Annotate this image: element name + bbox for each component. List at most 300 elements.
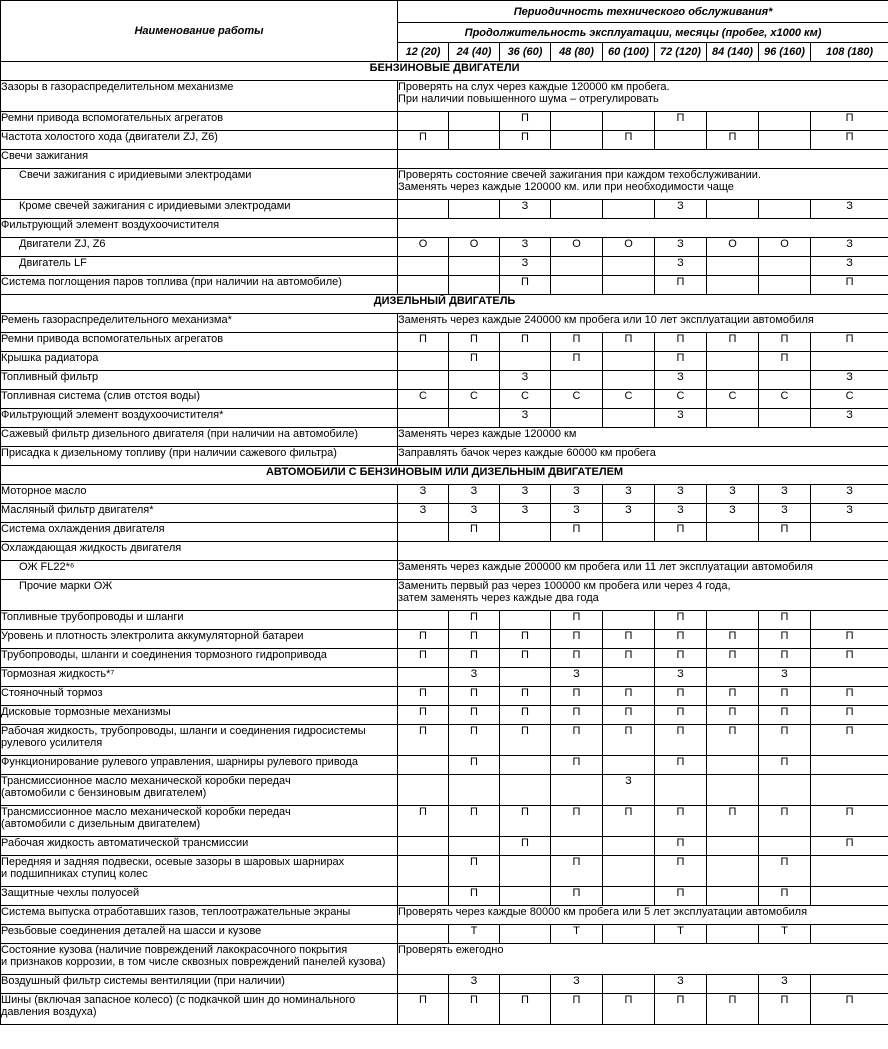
schedule-cell: П (500, 687, 551, 706)
table-row (1, 112, 888, 131)
schedule-cell (398, 887, 449, 906)
schedule-cell: П (655, 649, 707, 668)
empty-cell (398, 219, 888, 238)
schedule-cell: З (500, 485, 551, 504)
schedule-cell (449, 257, 500, 276)
table-row (1, 994, 888, 1025)
schedule-cell: З (655, 504, 707, 523)
schedule-cell (707, 756, 759, 775)
schedule-cell (707, 611, 759, 630)
schedule-cell: З (500, 257, 551, 276)
schedule-cell: З (707, 485, 759, 504)
schedule-note: Заменить первый раз через 100000 км пробега или через 4 года, затем заменять через каждые два года (398, 580, 888, 611)
schedule-cell (449, 837, 500, 856)
schedule-cell: Т (449, 925, 500, 944)
schedule-cell (551, 409, 603, 428)
schedule-cell: П (551, 611, 603, 630)
schedule-cell (603, 887, 655, 906)
interval-header: 72 (120) (655, 43, 707, 62)
table-row (1, 333, 888, 352)
schedule-cell: С (551, 390, 603, 409)
section-row (1, 295, 888, 314)
schedule-cell (811, 668, 888, 687)
table-row (1, 200, 888, 219)
schedule-cell (449, 409, 500, 428)
schedule-cell: З (655, 485, 707, 504)
schedule-cell (811, 756, 888, 775)
table-row (1, 706, 888, 725)
work-name: Ремень газораспределительного механизма* (1, 314, 398, 333)
schedule-cell: П (655, 276, 707, 295)
schedule-cell: П (551, 756, 603, 775)
work-name: Моторное масло (1, 485, 398, 504)
section-title: ДИЗЕЛЬНЫЙ ДВИГАТЕЛЬ (1, 295, 888, 314)
schedule-cell (449, 131, 500, 150)
work-name: Система поглощения паров топлива (при наличии на автомобиле) (1, 276, 398, 295)
schedule-cell (398, 611, 449, 630)
schedule-cell: П (759, 725, 811, 756)
schedule-cell: П (655, 806, 707, 837)
schedule-cell: О (759, 238, 811, 257)
schedule-cell (707, 975, 759, 994)
schedule-cell (759, 276, 811, 295)
schedule-cell: З (655, 371, 707, 390)
work-name: Фильтрующий элемент воздухоочистителя (1, 219, 398, 238)
schedule-cell: З (500, 200, 551, 219)
schedule-cell: С (811, 390, 888, 409)
schedule-cell: П (500, 994, 551, 1025)
schedule-cell: П (603, 706, 655, 725)
schedule-cell: З (655, 200, 707, 219)
work-name: Рабочая жидкость, трубопроводы, шланги и соединения гидросистемы рулевого усилителя (1, 725, 398, 756)
schedule-cell (500, 856, 551, 887)
schedule-cell: П (707, 806, 759, 837)
schedule-cell: П (449, 856, 500, 887)
table-row (1, 276, 888, 295)
schedule-cell: П (449, 706, 500, 725)
schedule-cell: П (551, 725, 603, 756)
schedule-cell: П (551, 806, 603, 837)
schedule-cell (603, 352, 655, 371)
schedule-cell (551, 257, 603, 276)
table-row (1, 806, 888, 837)
schedule-cell: П (500, 837, 551, 856)
schedule-cell: Т (655, 925, 707, 944)
schedule-cell: З (811, 485, 888, 504)
schedule-cell (398, 200, 449, 219)
schedule-cell (707, 112, 759, 131)
schedule-cell: П (811, 131, 888, 150)
section-title: АВТОМОБИЛИ С БЕНЗИНОВЫМ ИЛИ ДИЗЕЛЬНЫМ ДВИГАТЕЛЕМ (1, 466, 888, 485)
table-row (1, 523, 888, 542)
schedule-cell: З (811, 200, 888, 219)
schedule-cell (551, 276, 603, 295)
work-name: Свечи зажигания с иридиевыми электродами (1, 169, 398, 200)
schedule-cell: Т (551, 925, 603, 944)
schedule-cell: З (449, 975, 500, 994)
schedule-note: Заменять через каждые 240000 км пробега или 10 лет эксплуатации автомобиля (398, 314, 888, 333)
schedule-cell: О (551, 238, 603, 257)
interval-header: 12 (20) (398, 43, 449, 62)
schedule-cell (398, 756, 449, 775)
schedule-cell (551, 837, 603, 856)
schedule-cell: П (811, 837, 888, 856)
schedule-cell (707, 409, 759, 428)
schedule-cell (398, 112, 449, 131)
work-name-header: Наименование работы (1, 1, 398, 62)
table-row (1, 687, 888, 706)
schedule-cell: П (811, 725, 888, 756)
schedule-cell: С (500, 390, 551, 409)
schedule-note: Проверять ежегодно (398, 944, 888, 975)
schedule-cell (398, 523, 449, 542)
schedule-cell: П (449, 523, 500, 542)
schedule-cell (398, 371, 449, 390)
schedule-cell: П (759, 352, 811, 371)
schedule-cell: П (500, 806, 551, 837)
schedule-cell: П (500, 333, 551, 352)
schedule-note: Заправлять бачок через каждые 60000 км пробега (398, 447, 888, 466)
schedule-cell (500, 775, 551, 806)
schedule-cell: З (811, 409, 888, 428)
schedule-cell (603, 409, 655, 428)
table-row (1, 371, 888, 390)
table-row (1, 409, 888, 428)
schedule-cell: П (398, 806, 449, 837)
schedule-cell (449, 200, 500, 219)
schedule-cell: П (398, 131, 449, 150)
work-name: Уровень и плотность электролита аккумуляторной батареи (1, 630, 398, 649)
work-name: Присадка к дизельному топливу (при наличии сажевого фильтра) (1, 447, 398, 466)
schedule-cell (398, 352, 449, 371)
schedule-cell: З (603, 775, 655, 806)
table-row (1, 630, 888, 649)
schedule-cell: З (655, 238, 707, 257)
work-name: Охлаждающая жидкость двигателя (1, 542, 398, 561)
schedule-cell (603, 668, 655, 687)
schedule-cell: П (655, 630, 707, 649)
empty-cell (398, 542, 888, 561)
work-name: Двигатели ZJ, Z6 (1, 238, 398, 257)
schedule-cell: З (811, 238, 888, 257)
table-row (1, 314, 888, 333)
schedule-cell (759, 131, 811, 150)
schedule-cell (398, 837, 449, 856)
table-row (1, 906, 888, 925)
schedule-cell: П (759, 994, 811, 1025)
schedule-cell: П (500, 630, 551, 649)
schedule-cell: П (707, 725, 759, 756)
schedule-cell (551, 200, 603, 219)
schedule-cell: П (655, 725, 707, 756)
schedule-cell: П (759, 706, 811, 725)
table-row (1, 257, 888, 276)
schedule-cell: П (603, 630, 655, 649)
schedule-cell: П (655, 611, 707, 630)
interval-header: 24 (40) (449, 43, 500, 62)
schedule-cell (707, 200, 759, 219)
section-row (1, 62, 888, 81)
schedule-cell: П (655, 352, 707, 371)
schedule-cell: П (655, 523, 707, 542)
schedule-cell: З (500, 371, 551, 390)
schedule-cell (500, 756, 551, 775)
schedule-cell: П (398, 687, 449, 706)
schedule-cell: З (551, 485, 603, 504)
schedule-cell: П (811, 333, 888, 352)
schedule-cell (603, 975, 655, 994)
schedule-cell: О (449, 238, 500, 257)
schedule-cell: П (707, 706, 759, 725)
work-name: Тормозная жидкость*⁷ (1, 668, 398, 687)
schedule-cell (551, 371, 603, 390)
schedule-cell (500, 887, 551, 906)
schedule-cell: П (603, 649, 655, 668)
section-title: БЕНЗИНОВЫЕ ДВИГАТЕЛИ (1, 62, 888, 81)
schedule-cell: П (655, 887, 707, 906)
schedule-cell (500, 352, 551, 371)
schedule-cell: П (603, 333, 655, 352)
schedule-cell: П (449, 333, 500, 352)
table-row (1, 150, 888, 169)
work-name: Шины (включая запасное колесо) (с подкачкой шин до номинального давления воздуха) (1, 994, 398, 1025)
schedule-cell: С (603, 390, 655, 409)
schedule-cell: П (500, 725, 551, 756)
schedule-cell (500, 668, 551, 687)
schedule-cell (603, 837, 655, 856)
work-name: Рабочая жидкость автоматической трансмиссии (1, 837, 398, 856)
work-name: Трубопроводы, шланги и соединения тормозного гидропривода (1, 649, 398, 668)
schedule-cell: З (759, 975, 811, 994)
interval-header: 108 (180) (811, 43, 888, 62)
schedule-cell: З (655, 409, 707, 428)
schedule-cell: П (655, 333, 707, 352)
schedule-cell: П (811, 806, 888, 837)
work-name: Крышка радиатора (1, 352, 398, 371)
table-row (1, 504, 888, 523)
schedule-cell (707, 257, 759, 276)
schedule-cell: П (655, 706, 707, 725)
schedule-cell: З (500, 504, 551, 523)
schedule-cell (811, 975, 888, 994)
schedule-cell (707, 775, 759, 806)
schedule-cell (811, 352, 888, 371)
schedule-cell: З (551, 504, 603, 523)
schedule-cell: П (707, 994, 759, 1025)
schedule-cell (759, 775, 811, 806)
schedule-cell: Т (759, 925, 811, 944)
table-row (1, 944, 888, 975)
work-name: Кроме свечей зажигания с иридиевыми электродами (1, 200, 398, 219)
schedule-cell: С (759, 390, 811, 409)
schedule-cell: З (655, 668, 707, 687)
table-row (1, 81, 888, 112)
schedule-cell: С (398, 390, 449, 409)
schedule-cell (398, 775, 449, 806)
work-name: Защитные чехлы полуосей (1, 887, 398, 906)
table-row (1, 352, 888, 371)
schedule-cell (603, 756, 655, 775)
schedule-cell: П (603, 131, 655, 150)
schedule-cell: П (551, 706, 603, 725)
work-name: Резьбовые соединения деталей на шасси и кузове (1, 925, 398, 944)
schedule-cell: П (603, 725, 655, 756)
schedule-cell: П (398, 725, 449, 756)
schedule-cell: П (759, 630, 811, 649)
schedule-cell: З (655, 257, 707, 276)
table-body (1, 62, 888, 1025)
schedule-cell (551, 775, 603, 806)
schedule-cell: П (655, 756, 707, 775)
work-name: Дисковые тормозные механизмы (1, 706, 398, 725)
schedule-cell (449, 371, 500, 390)
schedule-cell (398, 668, 449, 687)
schedule-cell: П (603, 687, 655, 706)
schedule-cell: О (603, 238, 655, 257)
schedule-cell: П (759, 523, 811, 542)
work-name: Функционирование рулевого управления, шарниры рулевого привода (1, 756, 398, 775)
schedule-cell: П (449, 994, 500, 1025)
table-row (1, 756, 888, 775)
schedule-cell: З (449, 504, 500, 523)
schedule-cell: З (603, 485, 655, 504)
schedule-cell: П (551, 333, 603, 352)
schedule-cell: З (811, 371, 888, 390)
schedule-cell: С (449, 390, 500, 409)
schedule-note: Проверять на слух через каждые 120000 км пробега. При наличии повышенного шума – отрегулировать (398, 81, 888, 112)
interval-header: 48 (80) (551, 43, 603, 62)
schedule-cell (603, 276, 655, 295)
work-name: Топливная система (слив отстоя воды) (1, 390, 398, 409)
schedule-cell: П (398, 649, 449, 668)
schedule-cell: З (398, 504, 449, 523)
section-row (1, 466, 888, 485)
schedule-cell (759, 112, 811, 131)
schedule-cell: З (603, 504, 655, 523)
schedule-cell (707, 523, 759, 542)
work-name: Частота холостого хода (двигатели ZJ, Z6) (1, 131, 398, 150)
schedule-cell (759, 409, 811, 428)
table-row (1, 611, 888, 630)
schedule-note: Проверять состояние свечей зажигания при каждом техобслуживании. Заменять через каждые 120000 км. или при необходимости чаще (398, 169, 888, 200)
schedule-cell (603, 856, 655, 887)
schedule-cell: З (811, 504, 888, 523)
schedule-cell (759, 257, 811, 276)
schedule-cell: П (655, 687, 707, 706)
table-row (1, 856, 888, 887)
schedule-cell: З (500, 409, 551, 428)
schedule-cell (398, 276, 449, 295)
work-name: Передняя и задняя подвески, осевые зазоры в шаровых шарнирах и подшипниках ступиц колес (1, 856, 398, 887)
schedule-cell: З (655, 975, 707, 994)
schedule-cell (707, 837, 759, 856)
schedule-cell: П (551, 856, 603, 887)
work-name: Топливный фильтр (1, 371, 398, 390)
periodicity-header: Периодичность технического обслуживания* (398, 1, 888, 23)
table-row (1, 837, 888, 856)
work-name: Ремни привода вспомогательных агрегатов (1, 333, 398, 352)
table-row (1, 925, 888, 944)
schedule-cell (811, 887, 888, 906)
table-row (1, 238, 888, 257)
schedule-cell: П (655, 856, 707, 887)
schedule-cell: П (759, 756, 811, 775)
work-name: ОЖ FL22*⁶ (1, 561, 398, 580)
schedule-cell: П (398, 994, 449, 1025)
schedule-cell: П (759, 687, 811, 706)
table-row (1, 887, 888, 906)
schedule-note: Проверять через каждые 80000 км пробега или 5 лет эксплуатации автомобиля (398, 906, 888, 925)
schedule-cell: П (449, 649, 500, 668)
schedule-cell: П (759, 333, 811, 352)
schedule-cell: П (811, 687, 888, 706)
schedule-cell (398, 925, 449, 944)
schedule-cell (811, 856, 888, 887)
schedule-cell (811, 775, 888, 806)
schedule-cell: П (500, 276, 551, 295)
schedule-cell (811, 523, 888, 542)
schedule-cell (603, 925, 655, 944)
schedule-cell (655, 131, 707, 150)
schedule-cell (759, 837, 811, 856)
schedule-cell: О (707, 238, 759, 257)
work-name: Двигатель LF (1, 257, 398, 276)
schedule-cell: П (655, 837, 707, 856)
schedule-cell (603, 257, 655, 276)
interval-header: 60 (100) (603, 43, 655, 62)
schedule-cell: П (551, 687, 603, 706)
table-row (1, 580, 888, 611)
work-name: Трансмиссионное масло механической коробки передач (автомобили с дизельным двигателем) (1, 806, 398, 837)
schedule-cell (707, 276, 759, 295)
schedule-cell: П (500, 706, 551, 725)
schedule-cell (551, 112, 603, 131)
schedule-cell: П (449, 725, 500, 756)
schedule-cell (449, 276, 500, 295)
work-name: Система охлаждения двигателя (1, 523, 398, 542)
schedule-cell: С (655, 390, 707, 409)
work-name: Масляный фильтр двигателя* (1, 504, 398, 523)
work-name: Система выпуска отработавших газов, теплоотражательные экраны (1, 906, 398, 925)
schedule-cell (551, 131, 603, 150)
schedule-cell: З (449, 668, 500, 687)
schedule-cell: П (449, 687, 500, 706)
schedule-cell (449, 112, 500, 131)
work-name: Прочие марки ОЖ (1, 580, 398, 611)
table-row (1, 649, 888, 668)
schedule-cell: П (811, 630, 888, 649)
work-name: Стояночный тормоз (1, 687, 398, 706)
schedule-note: Заменять через каждые 200000 км пробега или 11 лет эксплуатации автомобиля (398, 561, 888, 580)
schedule-cell: П (759, 856, 811, 887)
schedule-cell: П (811, 706, 888, 725)
schedule-cell: З (707, 504, 759, 523)
schedule-cell: П (500, 131, 551, 150)
schedule-cell: П (551, 523, 603, 542)
schedule-cell (811, 925, 888, 944)
schedule-cell: П (551, 352, 603, 371)
schedule-cell: З (759, 485, 811, 504)
table-row (1, 428, 888, 447)
schedule-cell: П (811, 994, 888, 1025)
schedule-cell (398, 257, 449, 276)
table-row (1, 219, 888, 238)
schedule-cell: З (759, 504, 811, 523)
work-name: Фильтрующий элемент воздухоочистителя* (1, 409, 398, 428)
duration-header: Продолжительность эксплуатации, месяцы (пробег, х1000 км) (398, 23, 888, 43)
schedule-cell: П (398, 630, 449, 649)
schedule-cell: П (707, 649, 759, 668)
